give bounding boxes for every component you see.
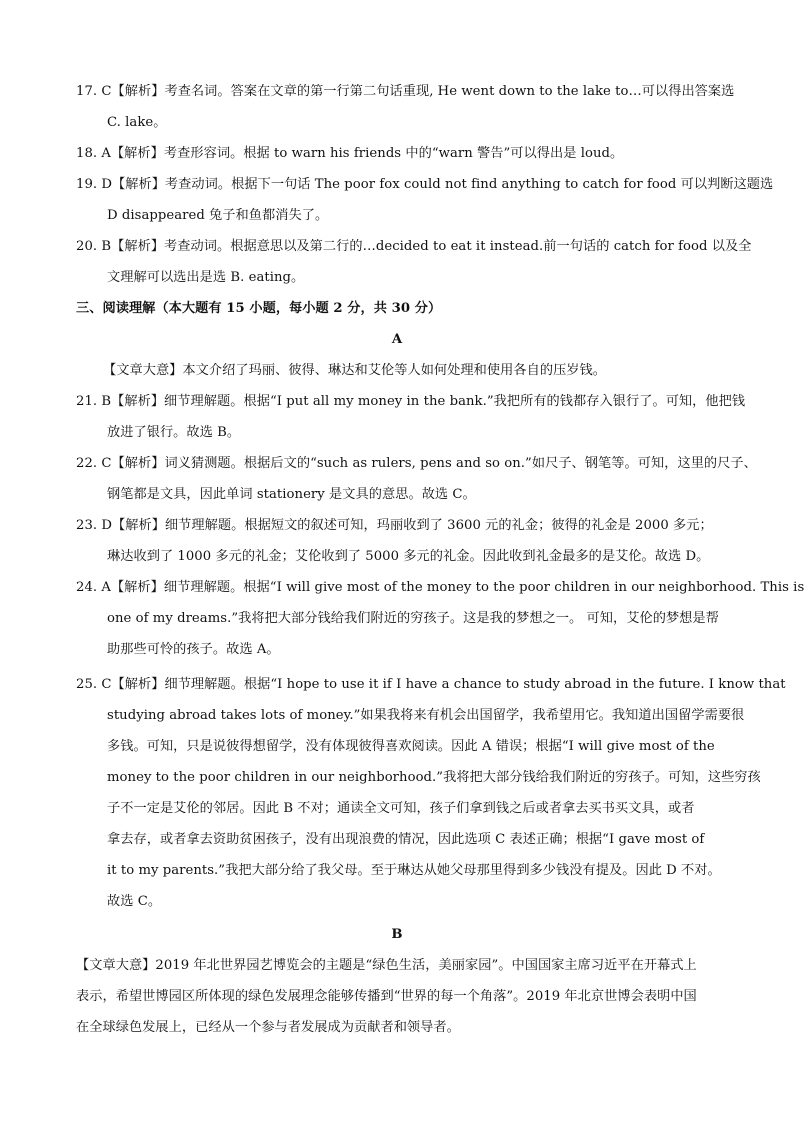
passage-a-summary: 【文章大意】本文介绍了玛丽、彼得、琳达和艾伦等人如何处理和使用各自的压岁钱。	[103, 363, 607, 378]
passage-b-label: B	[391, 927, 403, 942]
answer-23-line1: 23. D【解析】细节理解题。根据短文的叙述可知，玛丽收到了 3600 元的礼金；彼得的礼金是 2000 多元；	[76, 518, 713, 533]
answer-24-line1: 24. A【解析】细节理解题。根据“I will give most of the money to the poor children in our neighborhood. This is	[76, 580, 804, 595]
answer-22-line1: 22. C【解析】词义猜测题。根据后文的“such as rulers, pens and so on.”如尺子、钢笔等。可知，这里的尺子、	[76, 456, 757, 471]
passage-b-summary-line3: 在全球绿色发展上，已经从一个参与者发展成为贡献者和领导者。	[76, 1020, 460, 1035]
answer-25-line6: 拿去存，或者拿去资助贫困孩子，没有出现浪费的情况，因此选项 C 表述正确；根据“I gave most of	[107, 832, 705, 847]
answer-24-line3: 助那些可怜的孩子。故选 A。	[107, 642, 280, 657]
answer-23-line2: 琳达收到了 1000 多元的礼金；艾伦收到了 5000 多元的礼金。因此收到礼金最多的是艾伦。故选 D。	[107, 549, 710, 564]
passage-b-summary-line2: 表示，希望世博园区所体现的绿色发展理念能够传播到“世界的每一个角落”。2019 年北京世博会表明中国	[76, 989, 697, 1004]
answer-17-line2: C. lake。	[107, 115, 167, 130]
answer-20-line1: 20. B【解析】考查动词。根据意思以及第二行的…decided to eat it instead.前一句话的 catch for food 以及全	[76, 239, 752, 254]
answer-25-line2: studying abroad takes lots of money.”如果我将来有机会出国留学，我希望用它。我知道出国留学需要很	[107, 708, 745, 723]
answer-25-line7: it to my parents.”我把大部分给了我父母。至于琳达从她父母那里得到多少钱没有提及。因此 D 不对。	[107, 863, 721, 878]
answer-24-line2: one of my dreams.”我将把大部分钱给我们附近的穷孩子。这是我的梦想之一。 可知，艾伦的梦想是帮	[107, 611, 719, 626]
answer-19-line2: D disappeared 兔子和鱼都消失了。	[107, 208, 329, 223]
answer-18-line1: 18. A【解析】考查形容词。根据 to warn his friends 中的“warn 警告”可以得出是 loud。	[76, 146, 624, 161]
passage-a-label: A	[391, 332, 403, 347]
answer-25-line1: 25. C【解析】细节理解题。根据“I hope to use it if I have a chance to study abroad in the future. I know that	[76, 677, 786, 692]
answer-25-line4: money to the poor children in our neighborhood.”我将把大部分钱给我们附近的穷孩子。可知，这些穷孩	[107, 770, 761, 785]
answer-25-line8: 故选 C。	[107, 894, 162, 909]
passage-b-summary-line1: 【文章大意】2019 年北世界园艺博览会的主题是“绿色生活，美丽家园”。中国国家主席习近平在开幕式上	[76, 958, 697, 973]
answer-22-line2: 钢笔都是文具，因此单词 stationery 是文具的意思。故选 C。	[107, 487, 476, 502]
answer-17-line1: 17. C【解析】考查名词。答案在文章的第一行第二句话重现, He went down to the lake to…可以得出答案选	[76, 84, 735, 99]
answer-25-line5: 子不一定是艾伦的邻居。因此 B 不对；通读全文可知，孩子们拿到钱之后或者拿去买书买文具，或者	[107, 801, 695, 816]
answer-25-line3: 多钱。可知，只是说彼得想留学，没有体现彼得喜欢阅读。因此 A 错误；根据“I will give most of the	[107, 739, 715, 754]
answer-20-line2: 文理解可以选出是选 B. eating。	[107, 270, 305, 285]
answer-21-line2: 放进了银行。故选 B。	[107, 425, 241, 440]
section-heading: 三、阅读理解（本大题有 15 小题，每小题 2 分，共 30 分）	[76, 301, 442, 316]
answer-19-line1: 19. D【解析】考查动词。根据下一句话 The poor fox could not find anything to catch for food 可以判断这题选	[76, 177, 774, 192]
answer-21-line1: 21. B【解析】细节理解题。根据“I put all my money in the bank.”我把所有的钱都存入银行了。可知，他把钱	[76, 394, 746, 409]
